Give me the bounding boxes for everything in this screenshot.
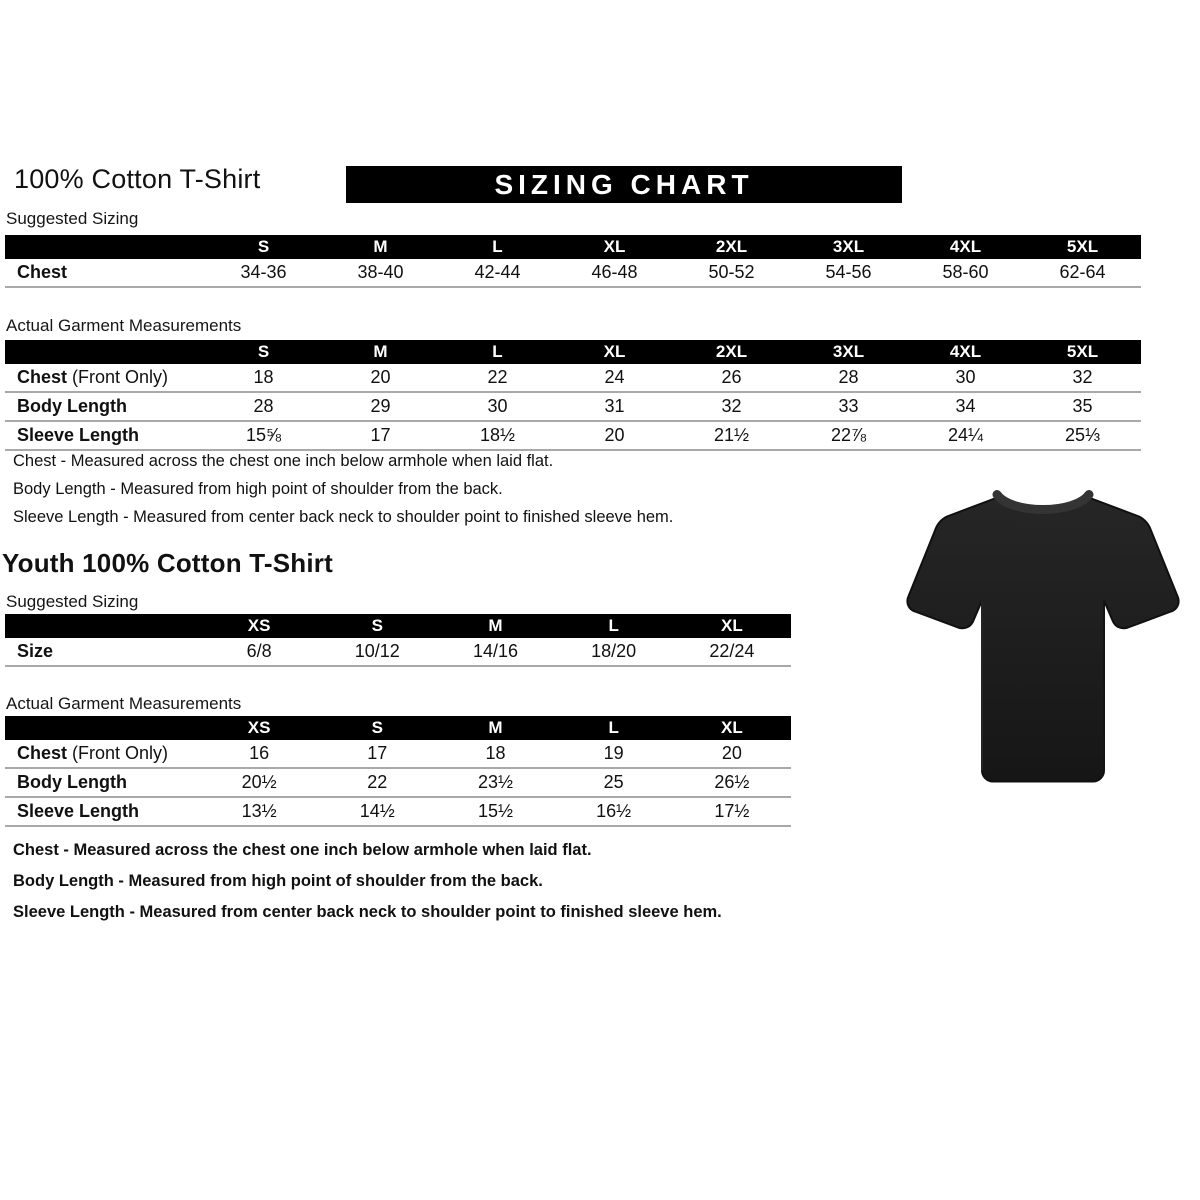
measurement-cell: 38-40 <box>322 259 439 287</box>
size-column-header: M <box>322 340 439 364</box>
size-header-row <box>5 235 1141 259</box>
size-column-header: M <box>436 614 554 638</box>
size-column-header: M <box>436 716 554 740</box>
empty-header-cell <box>5 340 205 364</box>
measurement-cell: 30 <box>439 392 556 421</box>
size-column-header: XL <box>556 235 673 259</box>
note-body-length: Body Length - Measured from high point of shoulder from the back. <box>13 480 503 498</box>
measurement-cell: 28 <box>205 392 322 421</box>
measurement-cell: 18½ <box>439 421 556 450</box>
size-column-header: S <box>318 716 436 740</box>
empty-header-cell <box>5 235 205 259</box>
row-label: Chest <box>5 259 205 287</box>
youth-measurement-notes <box>13 841 722 934</box>
measurement-cell: 20 <box>322 364 439 392</box>
measurement-cell: 32 <box>673 392 790 421</box>
size-column-header: S <box>318 614 436 638</box>
size-column-header: XL <box>556 340 673 364</box>
measurement-cell: 24¼ <box>907 421 1024 450</box>
size-column-header: S <box>205 235 322 259</box>
measurement-cell: 50-52 <box>673 259 790 287</box>
measurement-cell: 17 <box>318 740 436 768</box>
measurement-cell: 22 <box>439 364 556 392</box>
measurement-cell: 16 <box>200 740 318 768</box>
empty-header-cell <box>5 614 200 638</box>
adult-suggested-sizing-label: Suggested Sizing <box>6 209 139 228</box>
size-header-row <box>5 614 791 638</box>
row-label: Sleeve Length <box>5 797 200 826</box>
measurement-cell: 15½ <box>436 797 554 826</box>
size-header-row <box>5 716 791 740</box>
measurement-cell: 23½ <box>436 768 554 797</box>
row-label: Chest (Front Only) <box>5 740 200 768</box>
measurement-cell: 20 <box>673 740 791 768</box>
row-label: Chest (Front Only) <box>5 364 205 392</box>
measurement-cell: 16½ <box>555 797 673 826</box>
measurement-cell: 18/20 <box>555 638 673 666</box>
measurement-cell: 58-60 <box>907 259 1024 287</box>
measurement-cell: 17 <box>322 421 439 450</box>
size-column-header: 3XL <box>790 340 907 364</box>
measurement-cell: 17½ <box>673 797 791 826</box>
size-column-header: XL <box>673 716 791 740</box>
chest-front-only-row <box>5 740 791 768</box>
youth-size-row <box>5 638 791 666</box>
youth-actual-table <box>5 716 791 827</box>
size-column-header: 4XL <box>907 235 1024 259</box>
measurement-cell: 31 <box>556 392 673 421</box>
sleeve-length-row <box>5 421 1141 450</box>
measurement-cell: 22/24 <box>673 638 791 666</box>
size-column-header: L <box>439 235 556 259</box>
measurement-cell: 21½ <box>673 421 790 450</box>
black-tshirt-image <box>893 470 1193 805</box>
note-sleeve-length: Sleeve Length - Measured from center back neck to shoulder point to finished sleeve hem. <box>13 508 674 526</box>
chest-front-only-row <box>5 364 1141 392</box>
sizing-chart-banner: SIZING CHART <box>346 166 902 203</box>
measurement-cell: 25 <box>555 768 673 797</box>
tshirt-icon <box>893 470 1193 805</box>
measurement-cell: 20 <box>556 421 673 450</box>
measurement-cell: 42-44 <box>439 259 556 287</box>
body-length-row <box>5 768 791 797</box>
measurement-cell: 29 <box>322 392 439 421</box>
measurement-cell: 62-64 <box>1024 259 1141 287</box>
measurement-cell: 35 <box>1024 392 1141 421</box>
chest-row <box>5 259 1141 287</box>
adult-suggested-table <box>5 235 1141 288</box>
size-column-header: 3XL <box>790 235 907 259</box>
measurement-cell: 18 <box>205 364 322 392</box>
size-column-header: 5XL <box>1024 235 1141 259</box>
adult-measurement-notes <box>13 452 673 536</box>
measurement-cell: 22⅞ <box>790 421 907 450</box>
measurement-cell: 22 <box>318 768 436 797</box>
size-column-header: L <box>555 614 673 638</box>
measurement-cell: 24 <box>556 364 673 392</box>
measurement-cell: 10/12 <box>318 638 436 666</box>
size-column-header: L <box>555 716 673 740</box>
size-column-header: M <box>322 235 439 259</box>
size-column-header: L <box>439 340 556 364</box>
measurement-cell: 19 <box>555 740 673 768</box>
adult-actual-table <box>5 340 1141 451</box>
youth-actual-measurements-label: Actual Garment Measurements <box>6 694 242 713</box>
note-sleeve-length: Sleeve Length - Measured from center back neck to shoulder point to finished sleeve hem. <box>13 903 722 921</box>
empty-header-cell <box>5 716 200 740</box>
sleeve-length-row <box>5 797 791 826</box>
size-column-header: 2XL <box>673 235 790 259</box>
youth-suggested-sizing-label: Suggested Sizing <box>6 592 139 611</box>
size-column-header: XS <box>200 716 318 740</box>
adult-actual-measurements-label: Actual Garment Measurements <box>6 316 242 335</box>
size-header-row <box>5 340 1141 364</box>
measurement-cell: 32 <box>1024 364 1141 392</box>
measurement-cell: 34 <box>907 392 1024 421</box>
size-column-header: S <box>205 340 322 364</box>
measurement-cell: 15⅝ <box>205 421 322 450</box>
size-column-header: 2XL <box>673 340 790 364</box>
measurement-cell: 26 <box>673 364 790 392</box>
measurement-cell: 26½ <box>673 768 791 797</box>
row-label: Sleeve Length <box>5 421 205 450</box>
measurement-cell: 30 <box>907 364 1024 392</box>
measurement-cell: 28 <box>790 364 907 392</box>
note-chest: Chest - Measured across the chest one inch below armhole when laid flat. <box>13 452 554 470</box>
size-column-header: 4XL <box>907 340 1024 364</box>
measurement-cell: 46-48 <box>556 259 673 287</box>
measurement-cell: 33 <box>790 392 907 421</box>
measurement-cell: 34-36 <box>205 259 322 287</box>
note-chest: Chest - Measured across the chest one inch below armhole when laid flat. <box>13 841 592 859</box>
row-label: Body Length <box>5 392 205 421</box>
row-label-suffix: (Front Only) <box>67 367 169 387</box>
row-label: Body Length <box>5 768 200 797</box>
row-label: Size <box>5 638 200 666</box>
youth-suggested-table <box>5 614 791 667</box>
measurement-cell: 14/16 <box>436 638 554 666</box>
note-body-length: Body Length - Measured from high point of shoulder from the back. <box>13 872 543 890</box>
youth-section-title: Youth 100% Cotton T-Shirt <box>2 548 333 578</box>
measurement-cell: 18 <box>436 740 554 768</box>
row-label-suffix: (Front Only) <box>67 743 169 763</box>
size-column-header: 5XL <box>1024 340 1141 364</box>
measurement-cell: 54-56 <box>790 259 907 287</box>
measurement-cell: 25⅓ <box>1024 421 1141 450</box>
body-length-row <box>5 392 1141 421</box>
measurement-cell: 20½ <box>200 768 318 797</box>
size-column-header: XL <box>673 614 791 638</box>
adult-section-title: 100% Cotton T-Shirt <box>14 164 261 194</box>
measurement-cell: 6/8 <box>200 638 318 666</box>
size-column-header: XS <box>200 614 318 638</box>
measurement-cell: 13½ <box>200 797 318 826</box>
measurement-cell: 14½ <box>318 797 436 826</box>
